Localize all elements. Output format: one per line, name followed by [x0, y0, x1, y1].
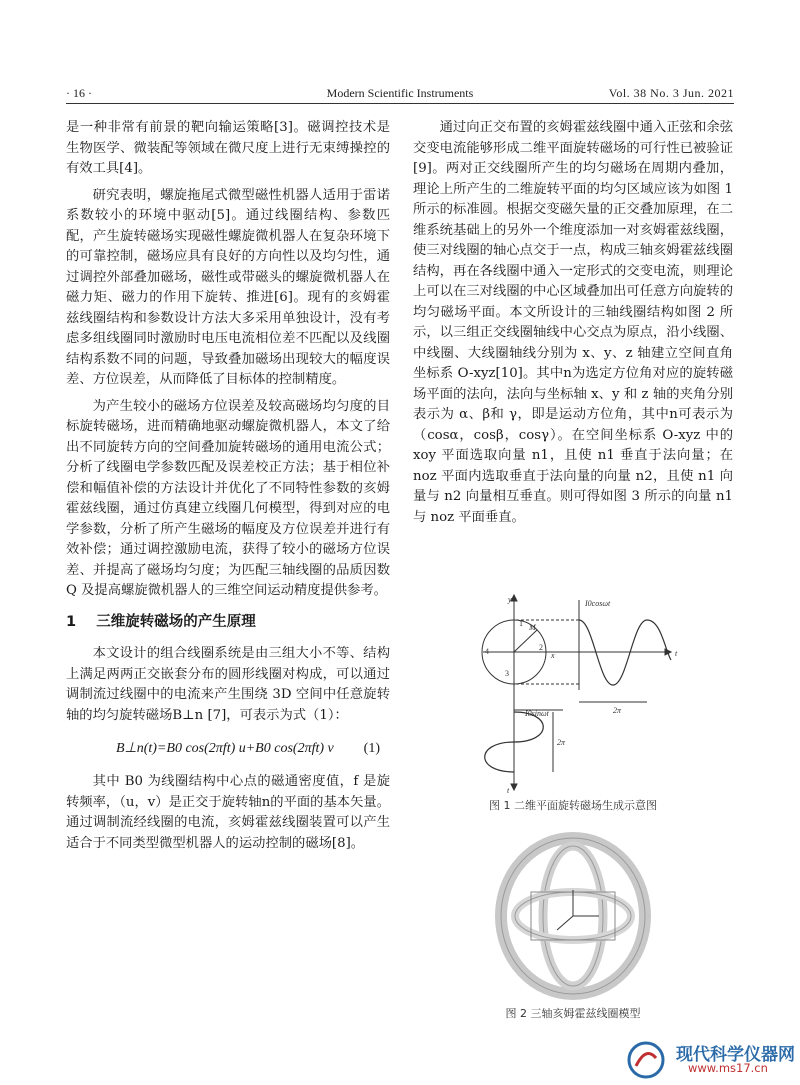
left-paragraph-5: 其中 B0 为线圈结构中心点的磁通密度值，f 是旋转频率，（u，v）是正交于旋转轴n的平面的基本矢量。通过调制流经线圈的电流，亥姆霍兹线圈装置可以产生适合于不同类型微型机器人的运动控制的磁场[8]。 [66, 774, 390, 851]
point-label-1: 1 [519, 619, 523, 628]
left-paragraph-3: 为产生较小的磁场方位误差及较高磁场均匀度的目标旋转磁场，进而精确地驱动螺旋微机器人，本文了给出不同旋转方向的空间叠加旋转磁场的通用电流公式；分析了线圈电学参数匹配及误差校正方法；基于相位补偿和幅值补偿的方法设计并优化了不同特性参数的亥姆霍兹线圈，通过仿真建立线圈几何模型，得到对应的电学参数，分析了所产生磁场的幅度及方位误差并进行有效补偿；通过调控激励电流，获得了较小的磁场方位误差、并提高了磁场均匀度；为匹配三轴线圈的品质因数 Q 及提高螺旋微机器人的三维空间运动精度提供参考。 [66, 398, 390, 598]
point-label-3: 3 [505, 669, 509, 678]
y-axis-arrow-bottom [511, 784, 517, 790]
x-axis [557, 916, 573, 930]
label-t-bottom: t [507, 786, 510, 795]
radius-vector [514, 630, 537, 652]
watermark-name: 现代科学仪器网 [676, 1045, 795, 1065]
header-rule [66, 103, 734, 104]
label-t: t [675, 649, 678, 658]
label-2pi-top: 2π [613, 706, 622, 715]
label-cos: I0cosωt [585, 599, 611, 608]
label-M: M [529, 623, 536, 632]
section-title: 三维旋转磁场的产生原理 [96, 613, 256, 630]
equation-number: (1) [363, 741, 380, 756]
figure-1-caption: 图 1 二维平面旋转磁场生成示意图 [489, 799, 657, 812]
label-y: y [508, 595, 512, 604]
right-paragraph-1: 通过向正交布置的亥姆霍兹线圈中通入正弦和余弦交变电流能够形成二维平面旋转磁场的可行性已被验证[9]。两对正交线圈所产生的均匀磁场在周期内叠加，理论上所产生的二维旋转平面的均匀区域应该为如图 1 所示的标准圆。根据交变磁矢量的正交叠加原理，在二维系统基础上的另外一个维度添加一对亥姆霍兹线圈，使三对线圈的轴心点交于一点，构成三轴亥姆霍兹线圈结构，再在各线圈中通入一定形式的交变电流，则理论上可以在三对线圈的中心区域叠加出可任意方向旋转的均匀磁场平面。本文所设计的三轴线圈结构如图 2 所示，以三组正交线圈轴线中心交点为原点，沿小线圈、中线圈、大线圈轴线分别为 x、y、z 轴建立空间直角坐标系 O-xyz[10]。其中n为选定方位角对应的旋转磁场平面的法向，法向与坐标轴 x、y 和 z 轴的夹角分别表示为 α、β和 γ，即是运动方位角，其中n可表示为（cosα，cosβ，cosγ）。在空间坐标系 O-xyz 中的 xoy 平面选取向量 n1，且使 n1 垂直于法向量；在 noz 平面内选取垂直于法向量的向量 n2，且使 n1 向量与 n2 向量相互垂直。则可得如图 3 所示的向量 n1 与 noz 平面垂直。 [413, 120, 733, 525]
point-label-4: 4 [485, 647, 489, 656]
figure-2-coil-model [413, 832, 733, 1000]
left-paragraph-1: 是一种非常有前景的靶向输运策略[3]。磁调控技术是生物医学、微装配等领域在微尺度上进行无束缚操控的有效工具[4]。 [66, 120, 390, 176]
figure-1-diagram [413, 590, 733, 795]
right-column [413, 118, 733, 534]
equation-1 [66, 732, 390, 766]
left-paragraph-4: 本文设计的组合线圈系统是由三组大小不等、结构上满足两两正交嵌套分布的圆形线圈对构成，可以通过调制流过线圈中的电流来产生围绕 3D 空间中任意旋转轴的均匀旋转磁场B⊥n [7]，可表示为式（1）： [66, 646, 390, 723]
section-number: 1 [66, 613, 77, 630]
figure-2-caption: 图 2 三轴亥姆霍兹线圈模型 [505, 1007, 641, 1020]
label-sin: I0sinωt [525, 709, 549, 718]
section-heading [66, 612, 390, 633]
y-axis-arrow-top [511, 595, 517, 601]
point-label-2: 2 [539, 643, 543, 652]
left-paragraph-2: 研究表明，螺旋拖尾式微型磁性机器人适用于雷诺系数较小的环境中驱动[5]。通过线圈结构、参数匹配，产生旋转磁场实现磁性螺旋微机器人在复杂环境下的可靠控制，磁场应具有良好的方向性以及均匀性，通过调控外部叠加磁场，磁性或带磁头的螺旋微机器人在磁力矩、磁力的作用下旋转、推进[6]。现有的亥姆霍兹线圈结构和参数设计方法大多采用单独设计，没有考虑多组线圈同时激励时电压电流相位差不匹配以及线圈结构系数不同的问题，导致叠加磁场出现较大的幅度误差、方位误差，从而降低了目标体的控制精度。 [66, 187, 390, 387]
label-2pi-bottom: 2π [557, 738, 566, 747]
journal-name: Modern Scientific Instruments [326, 86, 474, 100]
label-x: x [551, 651, 555, 660]
issue-info: Vol. 38 No. 3 Jun. 2021 [608, 86, 734, 100]
equation-body: B⊥n(t)=B0 cos(2πft) u+B0 cos(2πft) v [116, 741, 334, 756]
left-column [66, 118, 390, 860]
watermark-url: www.ms17.cn [688, 1061, 768, 1075]
page-number: · 16 · [66, 86, 92, 100]
